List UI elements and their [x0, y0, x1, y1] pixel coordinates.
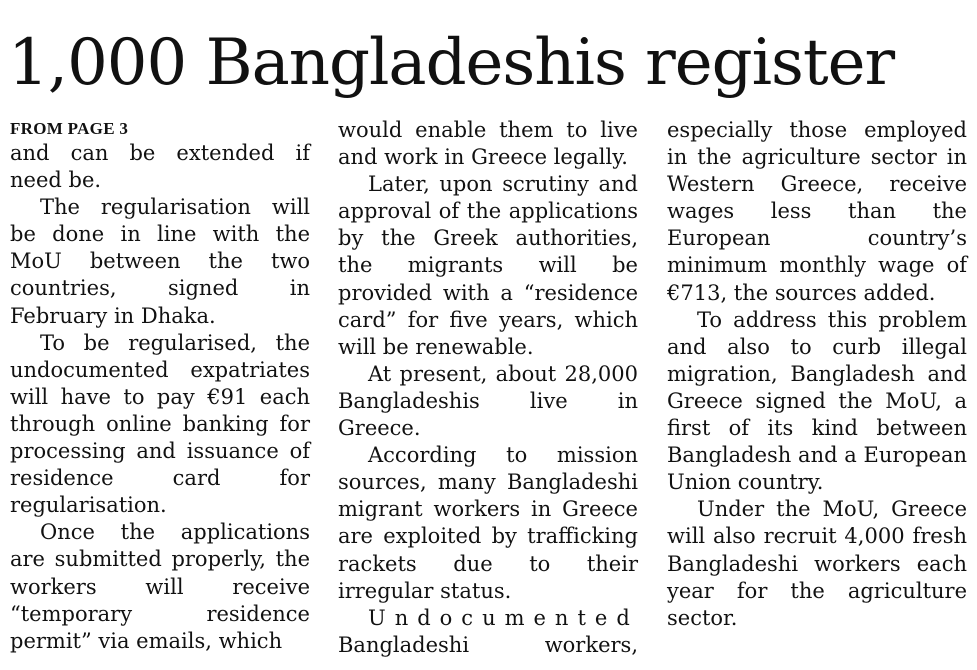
- paragraph: At present, about 28,000 Bangladeshis live in Greece.: [338, 361, 638, 441]
- paragraph: Under the MoU, Greece will also recruit 4,000 fresh Bangladeshi workers each year for the agriculture sector.: [667, 497, 967, 630]
- paragraph: To be regularised, the undocumented expatriates will have to pay €91 each through online banking for processing and issuance of residence card for regularisation.: [10, 330, 310, 518]
- paragraph: Bangladeshi workers,: [338, 632, 638, 657]
- paragraph: and can be extended if need be.: [10, 141, 310, 193]
- paragraph: Later, upon scrutiny and approval of the applications by the Greek authorities, the migrants will be provided with a “residence card” for five years, which will be renewable.: [338, 172, 638, 359]
- paragraph: According to mission sources, many Bangladeshi migrant workers in Greece are exploited by trafficking rackets due to their irregular status.: [338, 443, 638, 603]
- article-column-1: [10, 117, 310, 655]
- article-column-3: [667, 117, 967, 632]
- paragraph: Once the applications are submitted properly, the workers will receive “temporary residence permit” via emails, which: [10, 520, 310, 653]
- paragraph: especially those employed in the agriculture sector in Western Greece, receive wages less than the European country’s minimum monthly wage of €713, the sources added.: [667, 118, 967, 305]
- article-column-2: [338, 117, 638, 659]
- continuation-kicker: FROM PAGE 3: [10, 119, 129, 138]
- article-headline: 1,000 Bangladeshis register: [8, 26, 895, 100]
- paragraph: would enable them to live and work in Greece legally.: [338, 118, 638, 170]
- paragraph: To address this problem and also to curb illegal migration, Bangladesh and Greece signed the MoU, a first of its kind between Bangladesh and a European Union country.: [667, 307, 967, 495]
- paragraph: Undocumented: [368, 605, 639, 630]
- paragraph: The regularisation will be done in line with the MoU between the two countries, signed in February in Dhaka.: [10, 195, 310, 328]
